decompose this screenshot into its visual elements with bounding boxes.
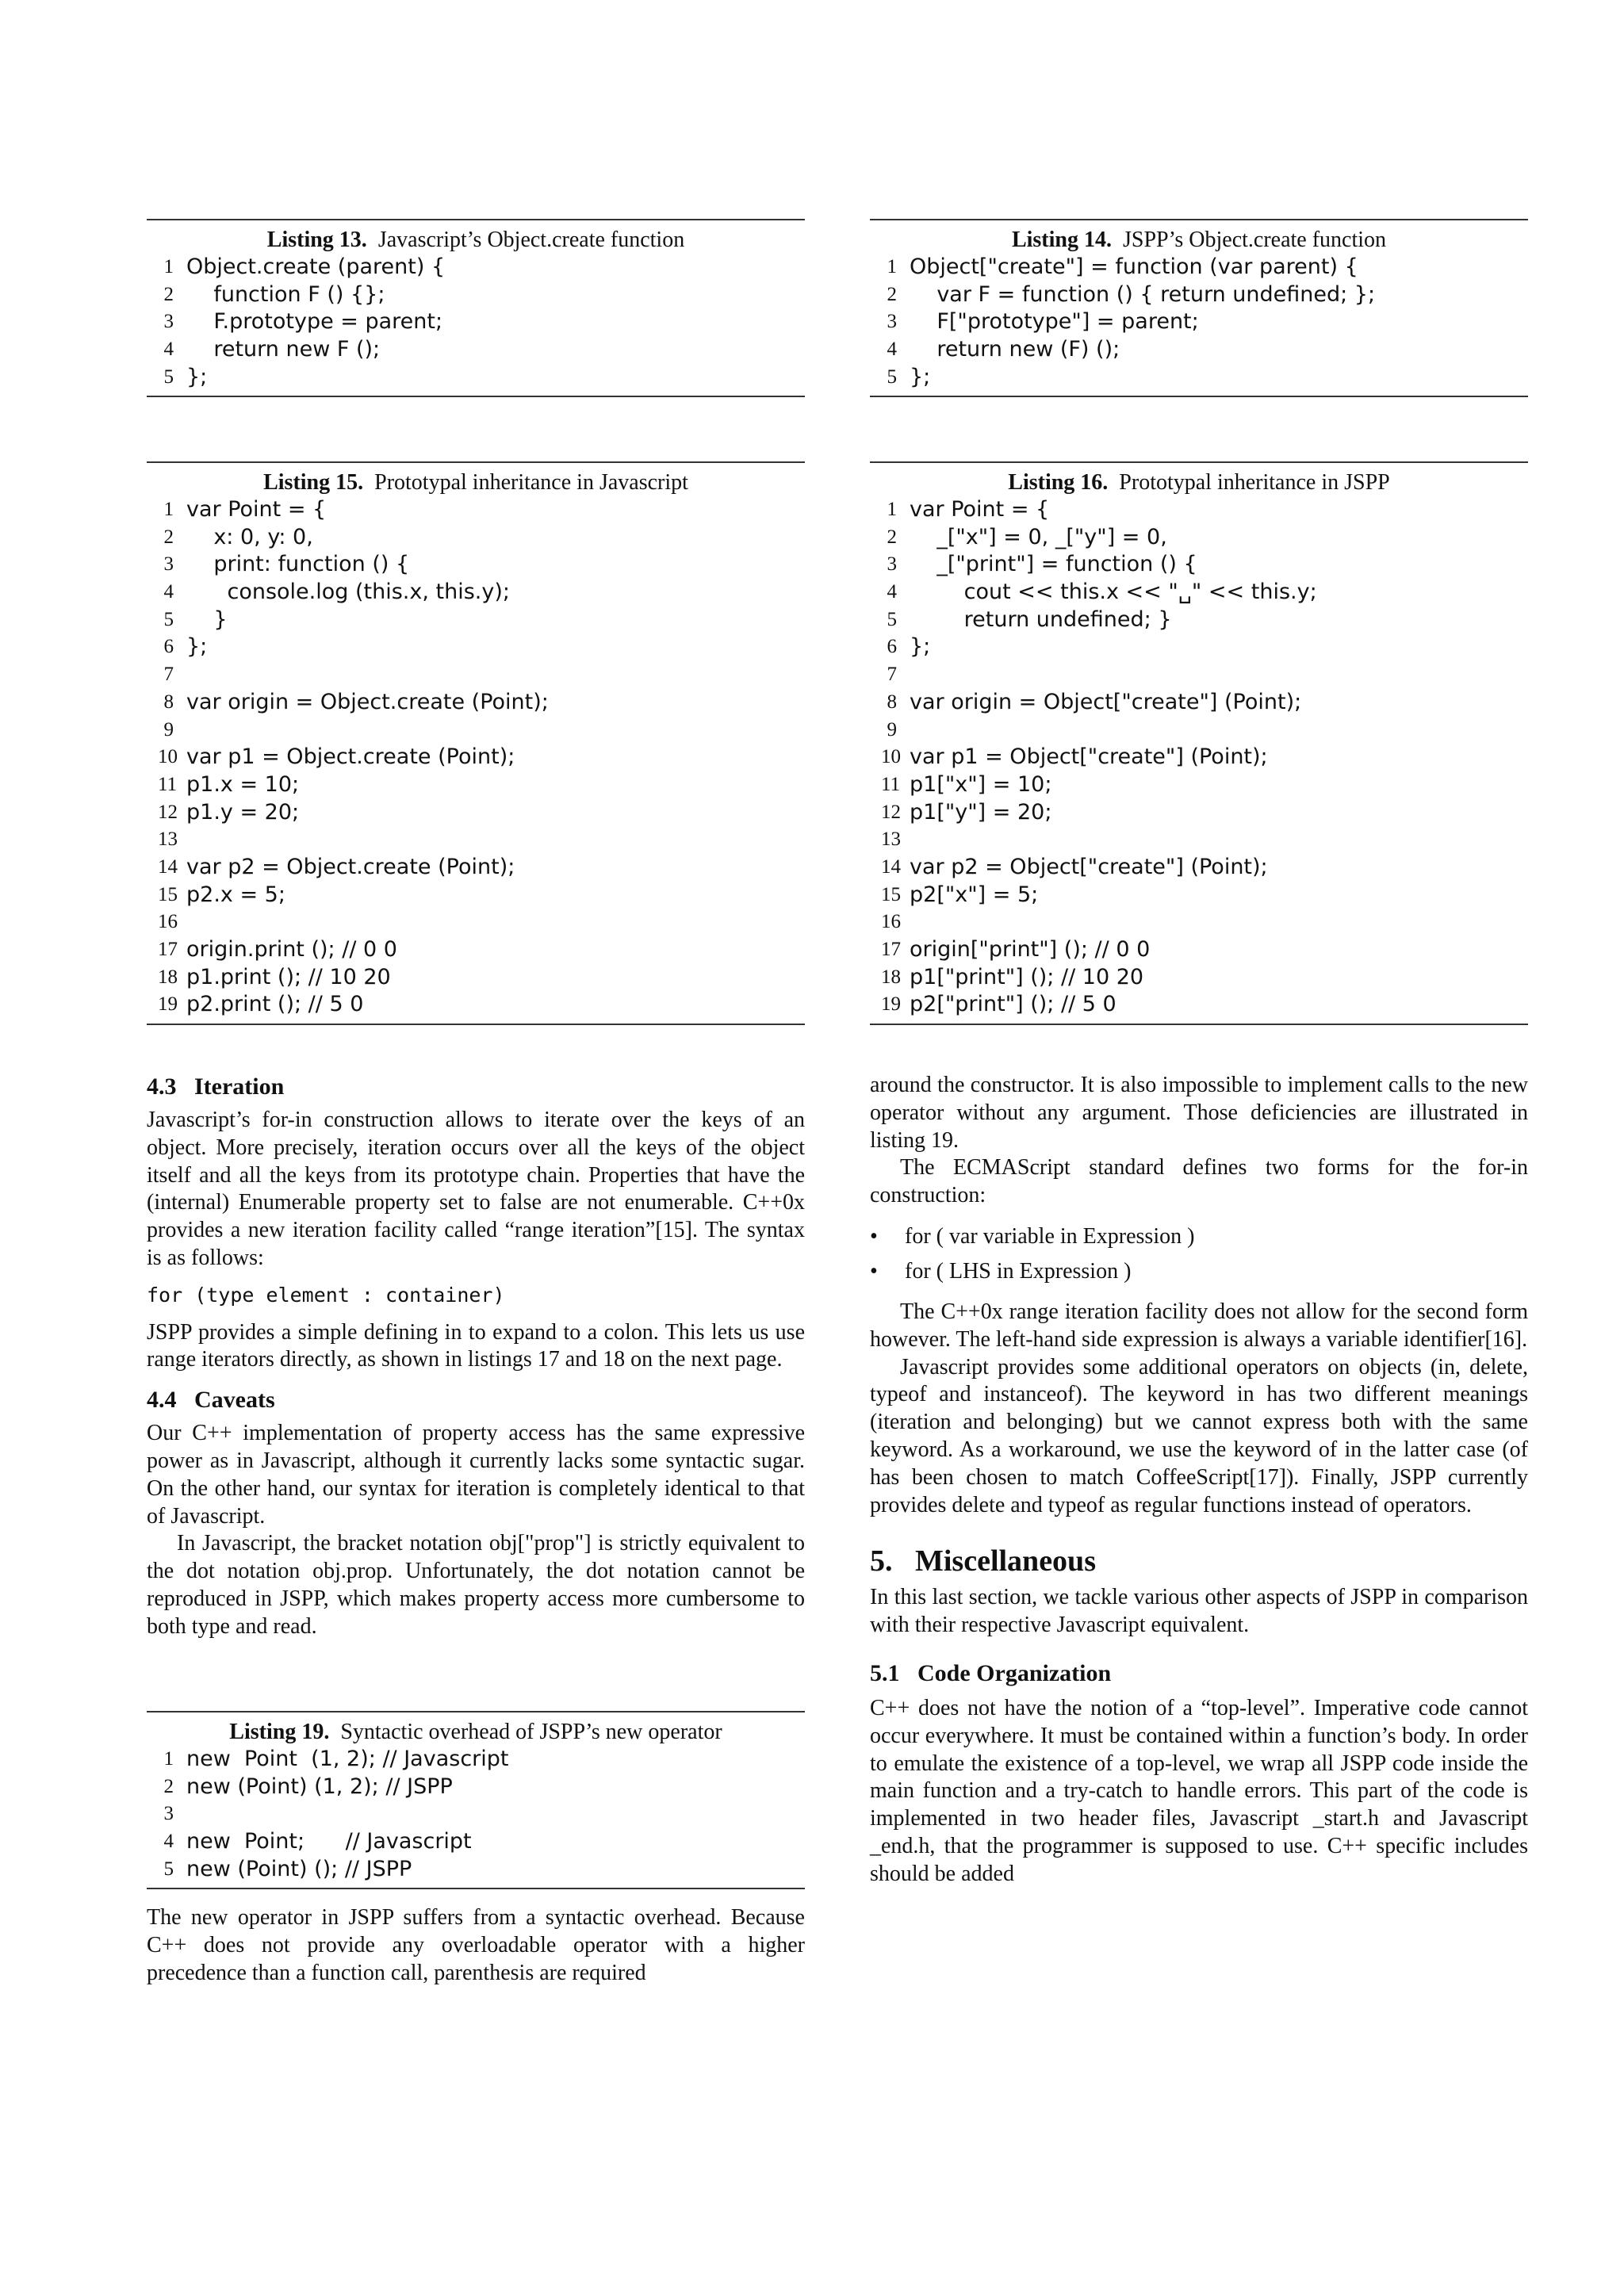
line-number: 17 (881, 939, 901, 960)
bullet-text: for ( LHS in Expression ) (905, 1258, 1132, 1284)
line-number: 8 (163, 691, 174, 713)
listing-label: Listing 14. (1011, 228, 1112, 252)
code-text: } (186, 607, 228, 632)
code-text: var origin = Object.create (Point); (186, 689, 549, 714)
paragraph: Javascript’s for-in construction allows to iterate over the keys of an object. More precisely, iteration occurs over all the keys of the object itself and all the keys from its prototype chain. Properties that have the (internal) Enumerable property set to false are not enumerable. C++0x provides a new iteration facility called “range iteration”[15]. The syntax is as follows: (147, 1108, 805, 1270)
code-line (870, 633, 1528, 661)
code-line (147, 308, 805, 336)
code-text: new Point (1, 2); // Javascript (186, 1747, 509, 1771)
line-number: 1 (887, 256, 897, 277)
code-line (870, 826, 1528, 854)
left-column-bottom (147, 1904, 805, 1987)
code-text: origin["print"] (); // 0 0 (910, 937, 1151, 962)
code-line (870, 336, 1528, 364)
code-text: x: 0, y: 0, (186, 524, 313, 549)
code-line (147, 936, 805, 964)
code-line (870, 936, 1528, 964)
code-text: }; (910, 634, 931, 660)
listing-title: Syntactic overhead of JSPP’s new operator (340, 1720, 722, 1744)
code-line (870, 254, 1528, 281)
code-line (147, 744, 805, 771)
listing-19 (147, 1711, 805, 1889)
code-line (870, 717, 1528, 744)
code-line (147, 607, 805, 634)
code-line (870, 854, 1528, 882)
listing-13 (147, 219, 805, 397)
line-number: 9 (887, 718, 897, 740)
listing-13-code (147, 254, 805, 396)
code-line (147, 524, 805, 552)
code-line (147, 854, 805, 882)
code-line (870, 607, 1528, 634)
line-number: 3 (163, 1803, 174, 1825)
code-line (870, 524, 1528, 552)
line-number: 19 (158, 993, 178, 1016)
listing-15 (147, 461, 805, 1025)
bullet-item (870, 1256, 1528, 1288)
code-text: }; (186, 634, 208, 660)
code-text: }; (186, 364, 208, 389)
section-4-4-heading: 4.4 Caveats (147, 1387, 275, 1414)
code-line (870, 308, 1528, 336)
code-line (147, 496, 805, 524)
line-number: 5 (887, 365, 897, 388)
code-text: p1["print"] (); // 10 20 (910, 964, 1144, 989)
line-number: 2 (163, 1775, 174, 1797)
code-line (147, 281, 805, 309)
line-number: 1 (887, 499, 897, 520)
code-line (870, 579, 1528, 607)
line-number: 1 (163, 499, 174, 520)
code-line (147, 336, 805, 364)
code-text: return new F (); (186, 337, 381, 362)
code-text: Object["create"] = function (var parent) { (910, 254, 1358, 279)
code-text: var p1 = Object["create"] (Point); (910, 744, 1268, 770)
code-text: print: function () { (186, 552, 410, 577)
section-5-1-heading: 5.1 Code Organization (870, 1659, 1112, 1686)
code-text: F["prototype"] = parent; (910, 309, 1199, 335)
code-line (870, 496, 1528, 524)
line-number: 3 (163, 311, 174, 333)
listing-title: Prototypal inheritance in Javascript (374, 470, 688, 495)
code-line (147, 1828, 805, 1856)
code-text: var p1 = Object.create (Point); (186, 744, 515, 770)
line-number: 13 (881, 828, 901, 851)
code-text: var p2 = Object.create (Point); (186, 854, 515, 879)
code-text: return undefined; } (910, 607, 1172, 632)
code-line (147, 717, 805, 744)
paragraph: In Javascript, the bracket notation obj["prop"] is strictly equivalent to the dot notation obj.prop. Unfortunately, the dot notation cannot be reproduced in JSPP, which makes property access more cumbersome to both type and read. (147, 1531, 805, 1639)
code-text: Object.create (parent) { (186, 254, 446, 279)
line-number: 18 (158, 966, 178, 988)
listing-label: Listing 16. (1008, 470, 1109, 495)
line-number: 12 (881, 801, 901, 823)
right-column (870, 1072, 1528, 1888)
code-line (147, 1800, 805, 1828)
line-number: 2 (163, 526, 174, 548)
code-line (147, 689, 805, 717)
section-4-3-heading: 4.3 Iteration (147, 1073, 285, 1100)
line-number: 3 (163, 553, 174, 576)
left-column (147, 1072, 805, 1641)
code-line (147, 826, 805, 854)
code-line (147, 909, 805, 936)
line-number: 5 (163, 365, 174, 388)
code-text: new (Point) (1, 2); // JSPP (186, 1774, 453, 1799)
line-number: 15 (158, 883, 178, 905)
code-line (870, 909, 1528, 936)
line-number: 9 (163, 718, 174, 740)
listing-16-caption (870, 463, 1528, 496)
paragraph: Javascript provides some additional operators on objects (in, delete, typeof and instanceof). The keyword in has two different meanings (iteration and belonging) but we cannot express both with the same keyword. As a workaround, we use the keyword of in the latter case (of has been chosen to match CoffeeScript[17]). Finally, JSPP currently provides delete and typeof as regular functions instead of operators. (870, 1354, 1528, 1517)
line-number: 15 (881, 883, 901, 905)
line-number: 19 (881, 993, 901, 1016)
code-line (870, 964, 1528, 992)
listing-label: Listing 15. (263, 470, 364, 495)
paragraph: JSPP provides a simple defining in to expand to a colon. This lets us use range iterators directly, as shown in listings 17 and 18 on the next page. (147, 1319, 805, 1372)
code-text: p1.y = 20; (186, 799, 300, 825)
line-number: 5 (887, 608, 897, 630)
code-line (147, 254, 805, 281)
paragraph: Our C++ implementation of property access has the same expressive power as in Javascript, although it currently lacks some syntactic sugar. On the other hand, our syntax for iteration is completely identical to that of Javascript. (147, 1421, 805, 1529)
line-number: 13 (158, 828, 178, 851)
code-text: var p2 = Object["create"] (Point); (910, 854, 1268, 879)
code-line (147, 1856, 805, 1884)
line-number: 2 (163, 283, 174, 305)
line-number: 3 (887, 553, 897, 576)
line-number: 14 (881, 855, 901, 878)
code-line (147, 579, 805, 607)
code-text: var Point = { (910, 497, 1050, 522)
bullet-dot: • (870, 1223, 878, 1249)
bullet-list (870, 1221, 1528, 1288)
line-number: 3 (887, 311, 897, 333)
code-line (147, 1774, 805, 1801)
code-text: cout << this.x << "␣" << this.y; (910, 580, 1317, 605)
paragraph: C++ does not have the notion of a “top-level”. Imperative code cannot occur everywhere. It must be contained within a function’s body. In order to emulate the existence of a top-level, we wrap all JSPP code inside the main function and a try-catch to handle errors. This part of the code is implemented in two header files, Javascript _start.h and Javascript _end.h, that the programmer is supposed to use. C++ specific includes should be added (870, 1695, 1528, 1886)
listing-label: Listing 13. (266, 228, 367, 252)
code-text: new Point; // Javascript (186, 1829, 472, 1854)
line-number: 4 (887, 581, 897, 603)
listing-16 (870, 461, 1528, 1025)
listing-19-code (147, 1746, 805, 1888)
code-line (147, 633, 805, 661)
code-line (147, 551, 805, 579)
line-number: 10 (881, 746, 901, 768)
code-text: p2["x"] = 5; (910, 882, 1039, 907)
listing-label: Listing 19. (229, 1720, 330, 1744)
code-line (147, 1746, 805, 1774)
code-text: p1["y"] = 20; (910, 799, 1052, 825)
line-number: 14 (158, 855, 178, 878)
listing-13-caption (147, 220, 805, 254)
code-text: var Point = { (186, 497, 327, 522)
code-text: var origin = Object["create"] (Point); (910, 689, 1302, 714)
line-number: 17 (158, 939, 178, 960)
section-5-heading: 5. Miscellaneous (870, 1544, 1096, 1578)
code-text: p2.print (); // 5 0 (186, 992, 364, 1017)
line-number: 7 (163, 664, 174, 686)
paragraph: around the constructor. It is also impossible to implement calls to the new operator without any argument. Those deficiencies are illustrated in listing 19. (870, 1073, 1528, 1153)
listing-14-caption (870, 220, 1528, 254)
line-number: 16 (158, 911, 178, 933)
listing-14-code (870, 254, 1528, 396)
listing-title: Prototypal inheritance in JSPP (1119, 470, 1390, 495)
line-number: 6 (887, 636, 897, 658)
bullet-text: for ( var variable in Expression ) (905, 1223, 1195, 1249)
line-number: 2 (887, 526, 897, 548)
code-line (870, 991, 1528, 1019)
code-text: console.log (this.x, this.y); (186, 580, 510, 605)
listing-16-code (870, 496, 1528, 1024)
code-text: var F = function () { return undefined; }; (910, 281, 1376, 307)
line-number: 18 (881, 966, 901, 988)
code-snippet: for (type element : container) (147, 1283, 505, 1307)
listing-title: JSPP’s Object.create function (1122, 228, 1387, 252)
listing-15-code (147, 496, 805, 1024)
code-text: p1.print (); // 10 20 (186, 964, 391, 989)
line-number: 4 (163, 339, 174, 361)
code-text: function F () {}; (186, 281, 385, 307)
paragraph: In this last section, we tackle various other aspects of JSPP in comparison with their respective Javascript equivalent. (870, 1585, 1528, 1638)
code-line (870, 689, 1528, 717)
paragraph: The C++0x range iteration facility does not allow for the second form however. The left-hand side expression is always a variable identifier[16]. (870, 1299, 1528, 1352)
line-number: 8 (887, 691, 897, 713)
code-line (147, 964, 805, 992)
code-text: p1.x = 10; (186, 771, 300, 797)
code-text: _["x"] = 0, _["y"] = 0, (910, 524, 1167, 549)
line-number: 6 (163, 636, 174, 658)
line-number: 11 (158, 773, 178, 795)
paragraph: The ECMAScript standard defines two forms for the for-in construction: (870, 1155, 1528, 1208)
line-number: 12 (158, 801, 178, 823)
code-text: _["print"] = function () { (910, 552, 1197, 577)
line-number: 10 (158, 746, 178, 768)
line-number: 7 (887, 664, 897, 686)
code-text: return new (F) (); (910, 337, 1120, 362)
line-number: 16 (881, 911, 901, 933)
line-number: 11 (881, 773, 901, 795)
code-text: p2.x = 5; (186, 882, 285, 907)
line-number: 1 (163, 256, 174, 277)
line-number: 4 (887, 339, 897, 361)
code-line (870, 364, 1528, 392)
code-line (870, 882, 1528, 909)
listing-14 (870, 219, 1528, 397)
line-number: 4 (163, 581, 174, 603)
line-number: 5 (163, 1858, 174, 1880)
code-text: F.prototype = parent; (186, 309, 443, 335)
code-line (870, 771, 1528, 799)
line-number: 5 (163, 608, 174, 630)
code-line (147, 882, 805, 909)
line-number: 4 (163, 1831, 174, 1853)
bullet-item (870, 1221, 1528, 1253)
listing-19-caption (147, 1712, 805, 1746)
code-line (147, 364, 805, 392)
code-text: p1["x"] = 10; (910, 771, 1052, 797)
code-line (147, 661, 805, 689)
line-number: 1 (163, 1748, 174, 1770)
listing-title: Javascript’s Object.create function (377, 228, 685, 252)
code-line (147, 771, 805, 799)
code-text: p2["print"] (); // 5 0 (910, 992, 1116, 1017)
code-text: }; (910, 364, 931, 389)
code-text: origin.print (); // 0 0 (186, 937, 397, 962)
paragraph: The new operator in JSPP suffers from a syntactic overhead. Because C++ does not provide any overloadable operator with a higher precedence than a function call, parenthesis are required (147, 1905, 805, 1985)
code-text: new (Point) (); // JSPP (186, 1856, 412, 1881)
line-number: 2 (887, 283, 897, 305)
code-line (147, 991, 805, 1019)
code-line (870, 799, 1528, 827)
code-line (870, 281, 1528, 309)
code-line (870, 661, 1528, 689)
listing-15-caption (147, 463, 805, 496)
code-line (147, 799, 805, 827)
code-line (870, 744, 1528, 771)
bullet-dot: • (870, 1258, 878, 1284)
code-line (870, 551, 1528, 579)
